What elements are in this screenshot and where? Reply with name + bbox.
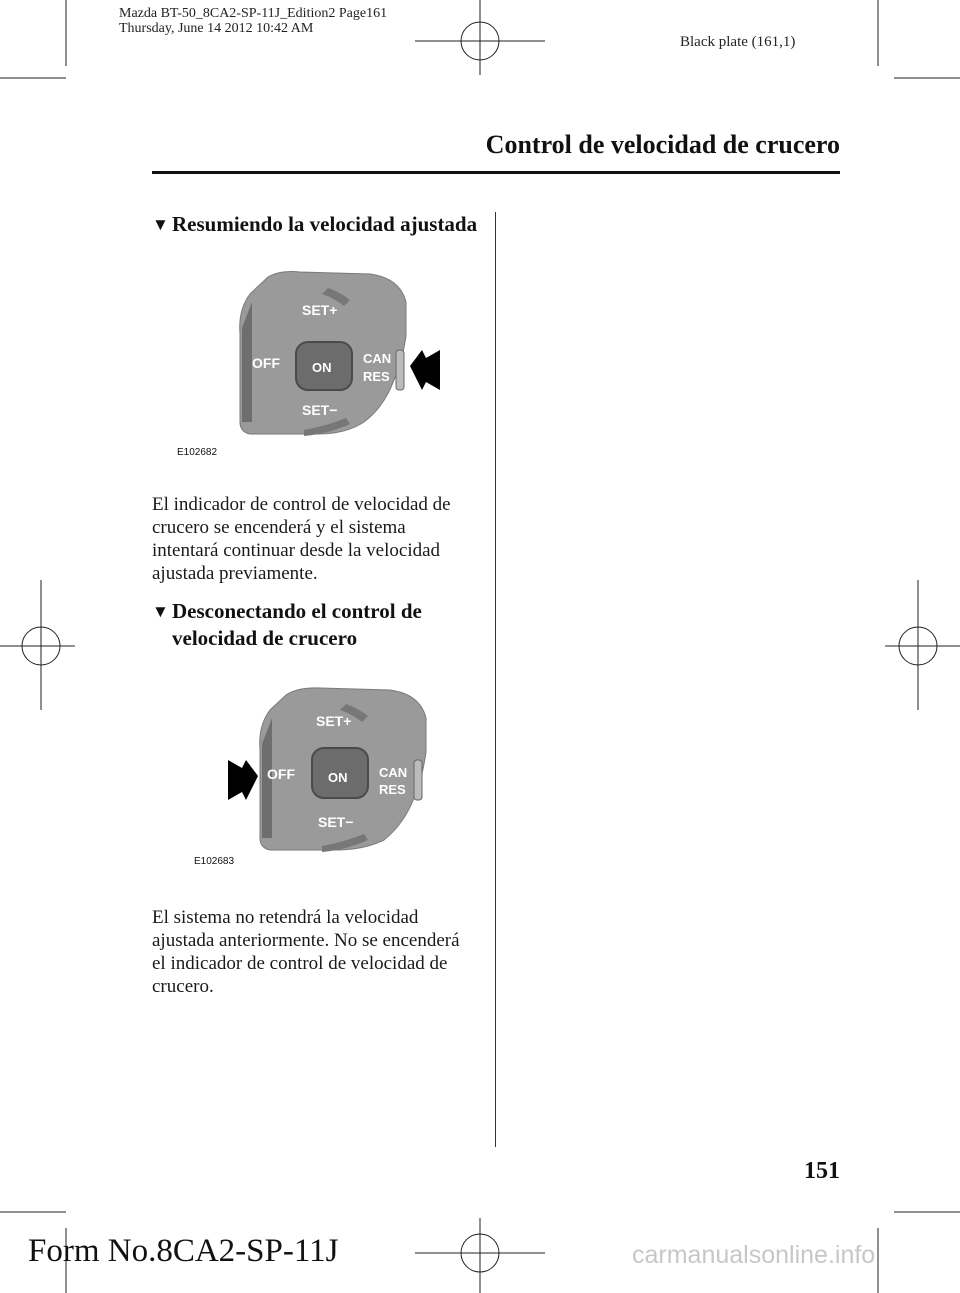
figure-code: E102683	[194, 856, 235, 867]
can-label: CAN	[363, 351, 392, 366]
triangle-bullet-icon: ▼	[152, 215, 169, 234]
set-minus-label: SET−	[318, 814, 354, 830]
res-label: RES	[379, 782, 406, 797]
on-label: ON	[328, 770, 348, 785]
can-res-lever	[414, 760, 422, 800]
print-info	[119, 6, 387, 36]
set-plus-label: SET+	[302, 302, 338, 318]
can-res-lever	[396, 350, 404, 390]
off-label: OFF	[267, 766, 295, 782]
print-info-line2: Thursday, June 14 2012 10:42 AM	[119, 21, 314, 36]
off-label: OFF	[252, 355, 280, 371]
set-plus-label: SET+	[316, 713, 352, 729]
title-rule	[152, 171, 840, 174]
cruise-switch-figure-resume	[150, 262, 450, 472]
res-label: RES	[363, 369, 390, 384]
triangle-bullet-icon: ▼	[152, 602, 169, 621]
page-number: 151	[804, 1158, 840, 1184]
can-label: CAN	[379, 765, 408, 780]
cruise-switch-figure-off	[150, 680, 450, 880]
set-minus-label: SET−	[302, 402, 338, 418]
column-divider	[495, 212, 496, 1147]
print-info-line1: Mazda BT-50_8CA2-SP-11J_Edition2 Page161	[119, 6, 388, 21]
arrow-pointer-icon	[410, 350, 440, 390]
form-number: Form No.8CA2-SP-11J	[28, 1233, 339, 1269]
paragraph-disconnect: El sistema no retendrá la velocidad ajustada anteriormente. No se encenderá el indicador de control de velocidad de crucero.	[152, 907, 460, 997]
figure-code: E102682	[177, 447, 218, 458]
on-label: ON	[312, 360, 332, 375]
subheading-disconnect: ▼ Desconectando el control de velocidad de crucero	[152, 599, 422, 650]
paragraph-resume: El indicador de control de velocidad de crucero se encenderá y el sistema intentará continuar desde la velocidad ajustada previamente.	[152, 494, 451, 584]
subheading-resume-speed: ▼ Resumiendo la velocidad ajustada	[152, 212, 478, 236]
section-title: Control de velocidad de crucero	[485, 130, 840, 159]
arrow-pointer-icon	[228, 760, 258, 800]
watermark[interactable]: carmanualsonline.info	[632, 1241, 876, 1269]
plate-label: Black plate (161,1)	[680, 34, 796, 50]
